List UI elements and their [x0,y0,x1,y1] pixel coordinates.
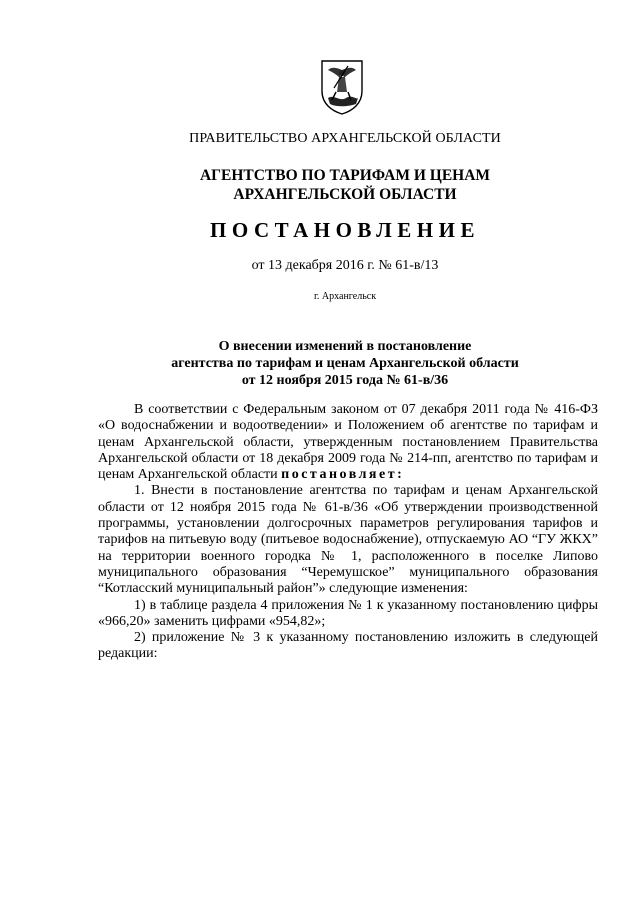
agency-name-line: АГЕНТСТВО ПО ТАРИФАМ И ЦЕНАМ [199,167,491,184]
archangel-coat-of-arms-icon [318,58,366,116]
agency-name [0,166,640,204]
preamble-text: В соответствии с Федеральным законом от 07 декабря 2011 года № 416-ФЗ «О водоснабжении и водоотведении» и Положением об агентстве по тарифам и ценам Архангельской области, утвержденным постановлением Правительства Архангельской области от 18 декабря 2009 года № 214-пп, агентство по тарифам и ценам Архангельской области [98,402,598,483]
item-1-2-paragraph: 2) приложение № 3 к указанному постановлению изложить в следующей редакции: [98,630,598,662]
document-body [98,402,598,663]
resolves-word: постановляет: [281,467,405,483]
item-1-paragraph: 1. Внести в постановление агентства по тарифам и ценам Архангельской области от 12 ноября 2015 года № 61-в/36 «Об утверждении производственной программы, установлении долгосрочных параметров регулирования тарифов и тарифов на питьевую воду (питьевое водоснабжение), отпускаемую АО “ГУ ЖКХ” на территории военного городка № 1, расположенного в поселке Липово муниципального образования “Черемушское” муниципального образования “Котласский муниципальный район”» следующие изменения: [98,483,598,597]
subject-line: агентства по тарифам и ценам Архангельской области [171,356,519,371]
preamble-paragraph [98,402,598,483]
item-1-1-paragraph: 1) в таблице раздела 4 приложения № 1 к указанному постановлению цифры «966,20» заменить цифрами «954,82»; [98,597,598,629]
subject-line: от 12 ноября 2015 года № 61-в/36 [241,373,449,388]
date-and-number: от 13 декабря 2016 г. № 61-в/13 [251,258,439,273]
agency-name-line: АРХАНГЕЛЬСКОЙ ОБЛАСТИ [233,186,457,203]
document-subject [0,338,640,389]
city-name: г. Архангельск [313,291,377,302]
document-type-title: ПОСТАНОВЛЕНИЕ [210,218,480,242]
subject-line: О внесении изменений в постановление [218,339,472,354]
government-name: ПРАВИТЕЛЬСТВО АРХАНГЕЛЬСКОЙ ОБЛАСТИ [189,131,501,146]
